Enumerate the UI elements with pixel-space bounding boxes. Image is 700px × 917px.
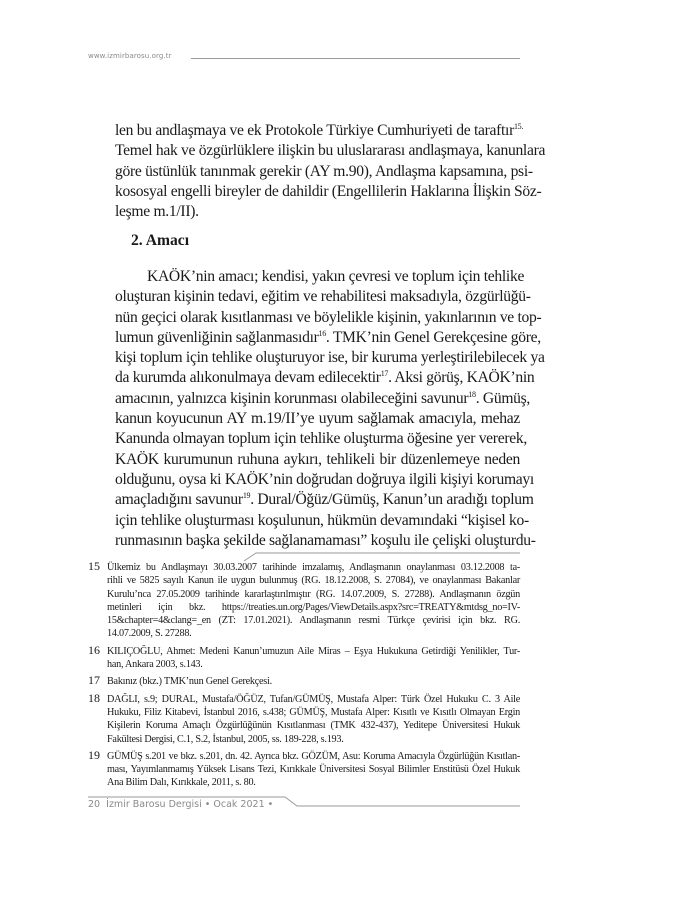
text-span: runmasının başka şekilde sağlanamaması” koşulu ile çelişki oluşturdu- [115, 531, 536, 549]
text-line [115, 409, 520, 429]
section-heading: 2. Amacı [131, 232, 190, 249]
footnote-line: Bakınız (bkz.) TMK’nun Genel Gerekçesi. [107, 676, 272, 688]
footnote [88, 690, 520, 746]
text-span: lumun güvenliğinin sağlanmasıdır [115, 328, 319, 346]
footnote-number: 16 [88, 642, 100, 657]
text-span: kişi toplum için tehlike oluşturuyor ise, bir kuruma yerleştirilebilecek ya [115, 349, 545, 367]
text-span: amacının, yalnızca kişinin korunması olabileceğini savunur [115, 389, 469, 407]
text-line [115, 450, 520, 470]
text-line [115, 490, 534, 510]
text-line [115, 429, 527, 449]
intro-paragraph [115, 121, 546, 222]
footnote-line: 15&chapter=4&clang=_en (ZT: 17.01.2021). Andlaşmanın resmi Türkçe çevirisi için bkz. RG. [107, 615, 520, 627]
text-line [115, 141, 546, 161]
text-span: KAÖK’nin amacı; kendisi, yakın çevresi ve toplum için tehlike [147, 268, 525, 285]
footnote-separator [244, 553, 520, 561]
footnote-number: 19 [88, 747, 100, 762]
text-line [115, 328, 541, 348]
text-span: amaçladığını savunur [115, 491, 243, 509]
text-line [115, 267, 525, 287]
page-footer [88, 799, 273, 810]
footnote-line: ması, Yayımlanmamış Yüksek Lisans Tezi, Kırıkkale Üniversitesi Sosyal Bilimler Enstitüsü Özel Hukuk [107, 764, 520, 776]
header-rule [191, 58, 520, 59]
text-span: göre üstünlük tanınmak gerekir (AY m.90), Andlaşma kapsamına, psi- [115, 162, 533, 180]
footnote-number: 18 [88, 690, 100, 705]
footnote-number: 15 [88, 559, 100, 573]
footnote-ref[interactable]: 16 [318, 328, 326, 338]
footnote-line: 14.07.2009, S. 27288. [107, 628, 192, 640]
text-line [115, 308, 542, 328]
footnote-line: Ana Bilim Dalı, Kırıkkale, 2011, s. 80. [107, 777, 256, 789]
text-line [115, 531, 536, 551]
footnote-line: DAĞLI, s.9; DURAL, Mustafa/ÖĞÜZ, Tufan/GÜMÜŞ, Mustafa Alper: Türk Özel Hukuku C. 3 Aile [107, 693, 520, 705]
text-line [115, 470, 534, 490]
footnote-line: rihli ve 5825 sayılı Kanun ile uygun bulunmuş (RG. 18.12.2008, S. 27084), ve onaylanması Bakanlar [107, 575, 520, 587]
footnote-line: han, Ankara 2003, s.143. [107, 659, 203, 671]
text-span: . Gümüş, [475, 389, 531, 407]
footnotes [88, 561, 520, 794]
text-span: için tehlike oluşturması koşulunun, hükmün devamındaki “kişisel ko- [115, 511, 529, 529]
text-line [115, 348, 545, 368]
text-span: len bu andlaşmaya ve ek Protokole Türkiye Cumhuriyeti de taraftır [115, 122, 514, 139]
footnote-ref[interactable]: 17 [380, 369, 389, 379]
text-line [115, 182, 542, 202]
text-line [115, 368, 535, 388]
footnote-line: Kurulu’nca 27.05.2009 tarihinde kararlaştırılmıştır (RG. 14.07.2009, S. 27288). Andlaşmanın özgün [107, 588, 520, 600]
footnote-line: Fakültesi Dergisi, C.1, S.2, İstanbul, 2005, ss. 189-228, s.193. [107, 733, 344, 745]
text-span: . Dural/Öğüz/Gümüş, Kanun’un aradığı toplum [250, 491, 534, 509]
footnote [88, 642, 520, 672]
text-span: kososyal engelli bireyler de dahildir (Engellilerin Haklarına İlişkin Söz- [115, 182, 542, 200]
text-span: olduğunu, oysa ki KAÖK’nin doğrudan doğruya ilgili kişiyi korumayı [115, 470, 534, 488]
footnote [88, 561, 520, 641]
text-span: oluşturan kişinin tedavi, eğitim ve rehabilitesi maksadıyla, özgürlüğü- [115, 288, 531, 306]
journal-name: İzmir Barosu Dergisi • Ocak 2021 • [106, 799, 274, 810]
footnote-line: Ülkemiz bu Andlaşmayı 30.03.2007 tarihinde imzalamış, Andlaşmanın onaylanması 03.12.2008 ta- [107, 562, 520, 573]
text-span: Kanunda olmayan toplum için tehlike oluşturma öğesine yer vererek, [115, 430, 527, 448]
text-span: nün geçici olarak kısıtlanması ve böylelikle kişinin, yakınlarının ve top- [115, 308, 542, 326]
footnote-ref[interactable]: 19 [242, 491, 251, 501]
text-span: Temel hak ve özgürlüklere ilişkin bu uluslararası andlaşmaya, kanunlara [115, 142, 546, 160]
text-span: KAÖK kurumunun ruhuna aykırı, tehlikeli bir düzenlemeye neden [115, 450, 520, 468]
text-line [115, 287, 531, 307]
text-span: . TMK’nin Genel Gerekçesine göre, [325, 328, 541, 346]
footnote-line: Kişilerin Koruma Amaçlı Özgürlüğünün Kısıtlanması (TMK 432-437), Yeditepe Üniversitesi Hukuk [107, 720, 520, 732]
footnote-line: Hukuku, Filiz Kitabevi, İstanbul 2016, s.438; GÜMÜŞ, Mustafa Alper: Kısıtlı ve Kısıtlı Olmayan Ergin [107, 706, 520, 718]
text-line [115, 389, 531, 409]
page-header [88, 52, 520, 64]
text-span: da kurumda alıkonulmaya devam edilecektir [115, 369, 381, 387]
text-span: leşme m.1/II). [115, 203, 199, 221]
text-line [115, 202, 520, 222]
text-span: kanun koyucunun AY m.19/II’ye uyum sağlamak amacıyla, mehaz [115, 410, 520, 428]
footnote-ref[interactable]: 15. [513, 122, 524, 131]
footnote-line: metinleri için bkz. https://treaties.un.org/Pages/ViewDetails.aspx?src=TREATY&mtdsg_no=IV- [107, 601, 520, 613]
section-paragraph [115, 267, 545, 551]
header-url: www.izmirbarosu.org.tr [88, 52, 172, 60]
footnote-line: KILIÇOĞLU, Ahmet: Medeni Kanun’umuzun Aile Miras – Eşya Hukukuna Getirdiği Yenilikler, Tur- [107, 645, 520, 657]
footnote-number: 17 [88, 673, 100, 688]
text-line [115, 121, 524, 141]
footnote-line: GÜMÜŞ s.201 ve bkz. s.201, dn. 42. Ayrıca bkz. GÖZÜM, Asu: Koruma Amacıyla Özgürlüğün Kısıtlan- [107, 750, 520, 762]
footnote [88, 747, 520, 790]
text-line [115, 511, 529, 531]
text-line [115, 162, 533, 182]
page-number: 20 [88, 799, 101, 810]
footnote-ref[interactable]: 18 [468, 389, 476, 399]
footnote [88, 675, 520, 688]
text-span: . Aksi görüş, KAÖK’nin [388, 369, 535, 387]
